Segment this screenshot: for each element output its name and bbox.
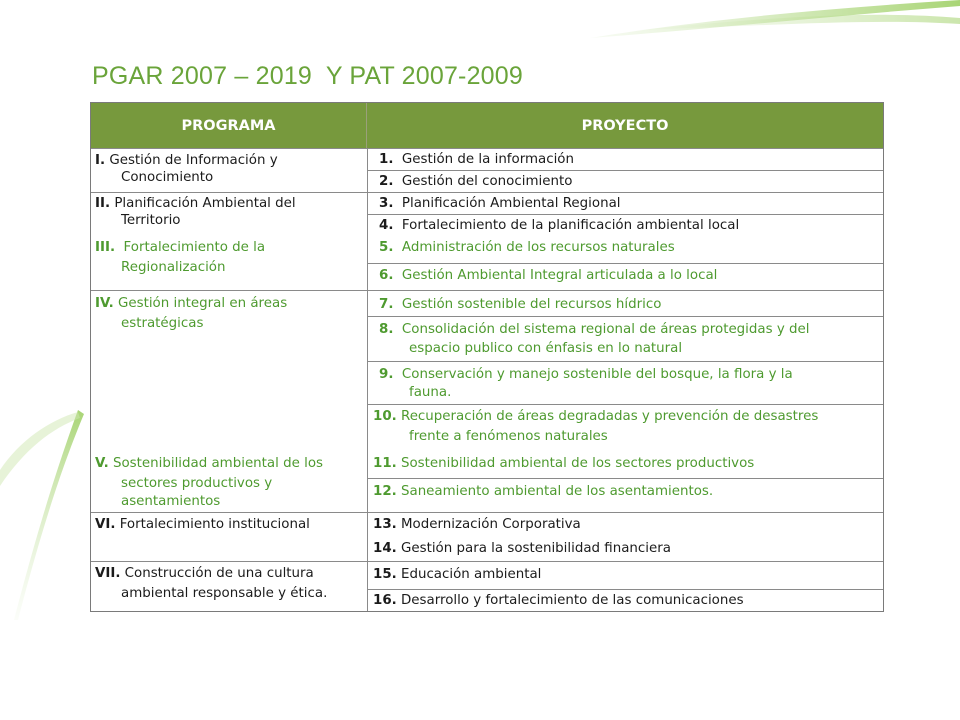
programa-5: V. Sostenibilidad ambiental de los — [95, 456, 323, 471]
row-separator — [91, 192, 883, 193]
row-separator — [91, 290, 883, 291]
programa-7: VII. Construcción de una cultura — [95, 566, 314, 581]
cell-separator — [367, 263, 883, 264]
proyecto-2: 2. Gestión del conocimiento — [379, 174, 573, 189]
row-separator — [91, 148, 883, 149]
proyecto-8: 8. Consolidación del sistema regional de áreas protegidas y del — [379, 322, 810, 337]
programa-2-cont: Territorio — [121, 213, 181, 228]
programa-5-cont: sectores productivos y — [121, 476, 273, 491]
cell-separator — [367, 404, 883, 405]
proyecto-11: 11. Sostenibilidad ambiental de los sectores productivos — [373, 456, 755, 471]
proyecto-12: 12. Saneamiento ambiental de los asentamientos. — [373, 484, 714, 499]
programa-4: IV. Gestión integral en áreas — [95, 296, 288, 311]
proyecto-15: 15. Educación ambiental — [373, 567, 542, 582]
proyecto-9-cont: fauna. — [409, 385, 452, 400]
proyecto-1: 1. Gestión de la información — [379, 152, 574, 167]
proyecto-13: 13. Modernización Corporativa — [373, 517, 581, 532]
proyecto-16: 16. Desarrollo y fortalecimiento de las comunicaciones — [373, 593, 744, 608]
programs-projects-table — [90, 102, 884, 612]
programa-6: VI. Fortalecimiento institucional — [95, 517, 310, 532]
proyecto-10-cont: frente a fenómenos naturales — [409, 429, 608, 444]
cell-separator — [367, 316, 883, 317]
cell-separator — [367, 214, 883, 215]
proyecto-7: 7. Gestión sostenible del recursos hídrico — [379, 297, 662, 312]
proyecto-9: 9. Conservación y manejo sostenible del bosque, la flora y la — [379, 367, 793, 382]
programa-2: II. Planificación Ambiental del — [95, 196, 296, 211]
programa-1: I. Gestión de Información y — [95, 153, 278, 168]
cell-separator — [367, 170, 883, 171]
programa-5-cont2: asentamientos — [121, 494, 221, 509]
header-proyecto: PROYECTO — [367, 103, 883, 148]
cell-separator — [367, 361, 883, 362]
column-divider — [367, 148, 368, 611]
proyecto-6: 6. Gestión Ambiental Integral articulada a lo local — [379, 268, 718, 283]
proyecto-3: 3. Planificación Ambiental Regional — [379, 196, 621, 211]
cell-separator — [367, 589, 883, 590]
cell-separator — [367, 478, 883, 479]
row-separator — [91, 561, 883, 562]
programa-4-cont: estratégicas — [121, 316, 204, 331]
programa-3-cont: Regionalización — [121, 260, 226, 275]
programa-7-cont: ambiental responsable y ética. — [121, 586, 328, 601]
programa-1-cont: Conocimiento — [121, 170, 214, 185]
header-programa: PROGRAMA — [91, 103, 367, 148]
proyecto-4: 4. Fortalecimiento de la planificación ambiental local — [379, 218, 740, 233]
proyecto-5: 5. Administración de los recursos naturales — [379, 240, 675, 255]
programa-3: III. Fortalecimiento de la — [95, 240, 266, 255]
proyecto-10: 10. Recuperación de áreas degradadas y prevención de desastres — [373, 409, 819, 424]
proyecto-8-cont: espacio publico con énfasis en lo natural — [409, 341, 683, 356]
row-separator — [91, 512, 883, 513]
page-title: PGAR 2007 – 2019 Y PAT 2007-2009 — [92, 62, 523, 90]
proyecto-14: 14. Gestión para la sostenibilidad financiera — [373, 541, 671, 556]
